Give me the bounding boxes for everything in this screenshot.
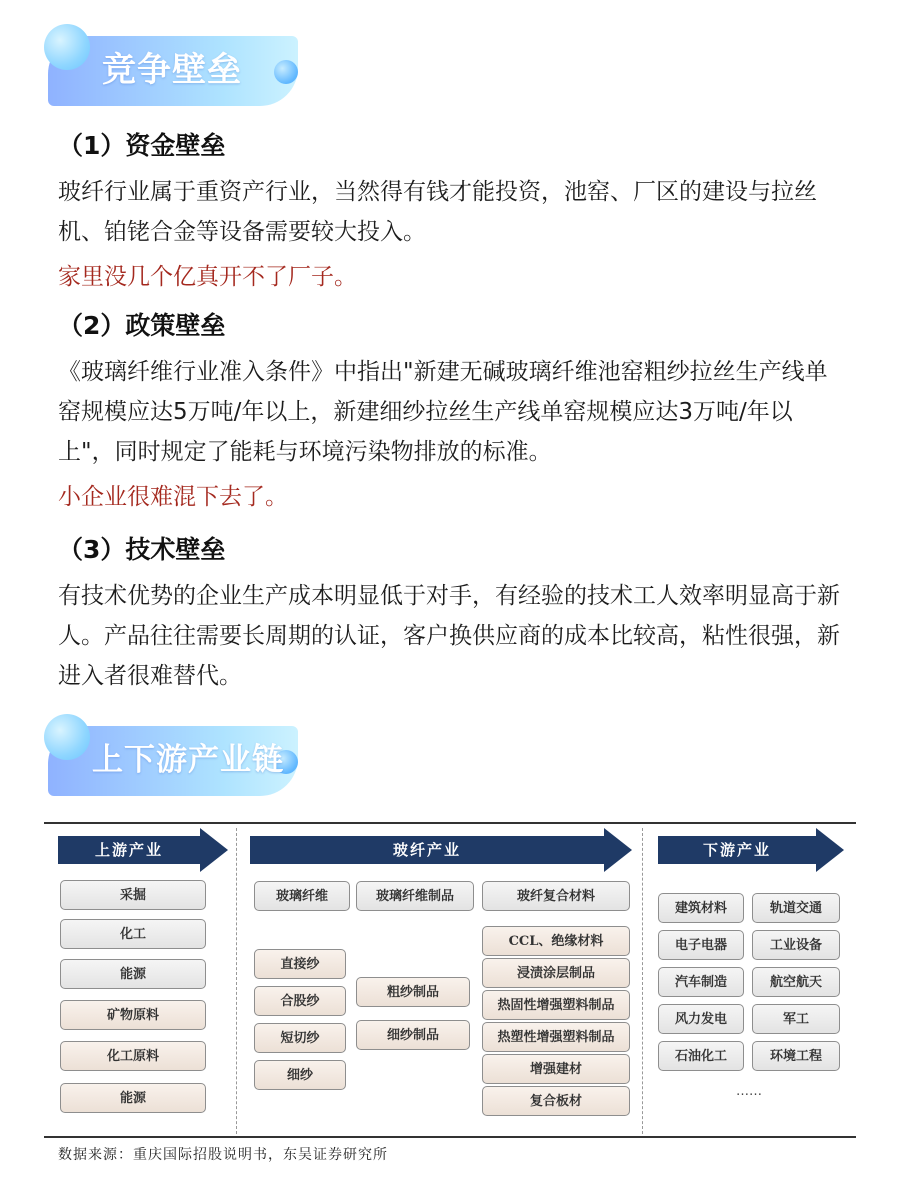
section-banner-competition bbox=[48, 30, 300, 112]
top-rule bbox=[44, 822, 856, 824]
highlight-note: 家里没几个亿真开不了厂子。 bbox=[58, 264, 357, 290]
composite-item: 热固性增强塑料制品 bbox=[482, 990, 630, 1020]
downstream-item: 汽车制造 bbox=[658, 967, 744, 997]
more-indicator: …… bbox=[736, 1084, 762, 1099]
midstream-category: 玻璃纤维制品 bbox=[356, 881, 474, 911]
paragraph: 有技术优势的企业生产成本明显低于对手，有经验的技术工人效率明显高于新人。产品往往需要长周期的认证，客户换供应商的成本比较高，粘性很强，新进入者很难替代。 bbox=[58, 583, 840, 689]
data-source-caption: 数据来源：重庆国际招股说明书，东吴证券研究所 bbox=[58, 1147, 388, 1163]
banner-bubble-decoration bbox=[274, 60, 298, 84]
composite-item: CCL、绝缘材料 bbox=[482, 926, 630, 956]
downstream-label: 下游产业 bbox=[702, 841, 771, 859]
upstream-arrow bbox=[58, 828, 228, 872]
upstream-label: 上游产业 bbox=[94, 841, 163, 859]
upstream-item: 能源 bbox=[60, 959, 206, 989]
midstream-category: 玻纤复合材料 bbox=[482, 881, 630, 911]
downstream-item: 石油化工 bbox=[658, 1041, 744, 1071]
upstream-item: 采掘 bbox=[60, 880, 206, 910]
composite-item: 浸渍涂层制品 bbox=[482, 958, 630, 988]
section-banner-industry-chain bbox=[48, 720, 300, 802]
paragraph: 玻纤行业属于重资产行业，当然得有钱才能投资，池窑、厂区的建设与拉丝机、铂铑合金等设备需要较大投入。 bbox=[58, 179, 817, 245]
subsection-heading: （1）资金壁垒 bbox=[58, 131, 226, 160]
downstream-item: 电子电器 bbox=[658, 930, 744, 960]
bottom-rule bbox=[44, 1136, 856, 1138]
yarn-item: 细纱 bbox=[254, 1060, 346, 1090]
upstream-item: 矿物原料 bbox=[60, 1000, 206, 1030]
yarn-item: 合股纱 bbox=[254, 986, 346, 1016]
yarn-item: 短切纱 bbox=[254, 1023, 346, 1053]
composite-item: 热塑性增强塑料制品 bbox=[482, 1022, 630, 1052]
downstream-item: 环境工程 bbox=[752, 1041, 840, 1071]
upstream-item: 化工 bbox=[60, 919, 206, 949]
downstream-item: 军工 bbox=[752, 1004, 840, 1034]
paragraph: 《玻璃纤维行业准入条件》中指出"新建无碱玻璃纤维池窑粗纱拉丝生产线单窑规模应达5万吨/年以上，新建细纱拉丝生产线单窑规模应达3万吨/年以上"，同时规定了能耗与环境污染物排放的标准。 bbox=[58, 359, 828, 465]
downstream-arrow bbox=[658, 828, 844, 872]
downstream-item: 工业设备 bbox=[752, 930, 840, 960]
subsection-heading: （2）政策壁垒 bbox=[58, 311, 226, 340]
yarn-item: 直接纱 bbox=[254, 949, 346, 979]
upstream-item: 化工原料 bbox=[60, 1041, 206, 1071]
yarn-product-item: 细纱制品 bbox=[356, 1020, 470, 1050]
section-title: 竞争壁垒 bbox=[102, 50, 242, 90]
column-divider bbox=[236, 828, 237, 1134]
banner-bubble-decoration bbox=[44, 24, 90, 70]
downstream-item: 风力发电 bbox=[658, 1004, 744, 1034]
downstream-item: 建筑材料 bbox=[658, 893, 744, 923]
midstream-category: 玻璃纤维 bbox=[254, 881, 350, 911]
highlight-note: 小企业很难混下去了。 bbox=[58, 484, 288, 510]
subsection-heading: （3）技术壁垒 bbox=[58, 535, 226, 564]
composite-item: 增强建材 bbox=[482, 1054, 630, 1084]
industry-chain-diagram bbox=[44, 822, 856, 1166]
downstream-item: 轨道交通 bbox=[752, 893, 840, 923]
column-divider bbox=[642, 828, 643, 1134]
midstream-label: 玻纤产业 bbox=[392, 841, 461, 859]
upstream-item: 能源 bbox=[60, 1083, 206, 1113]
downstream-item: 航空航天 bbox=[752, 967, 840, 997]
composite-item: 复合板材 bbox=[482, 1086, 630, 1116]
section-title: 上下游产业链 bbox=[92, 742, 284, 778]
banner-bubble-decoration bbox=[44, 714, 90, 760]
midstream-arrow bbox=[250, 828, 632, 872]
yarn-product-item: 粗纱制品 bbox=[356, 977, 470, 1007]
